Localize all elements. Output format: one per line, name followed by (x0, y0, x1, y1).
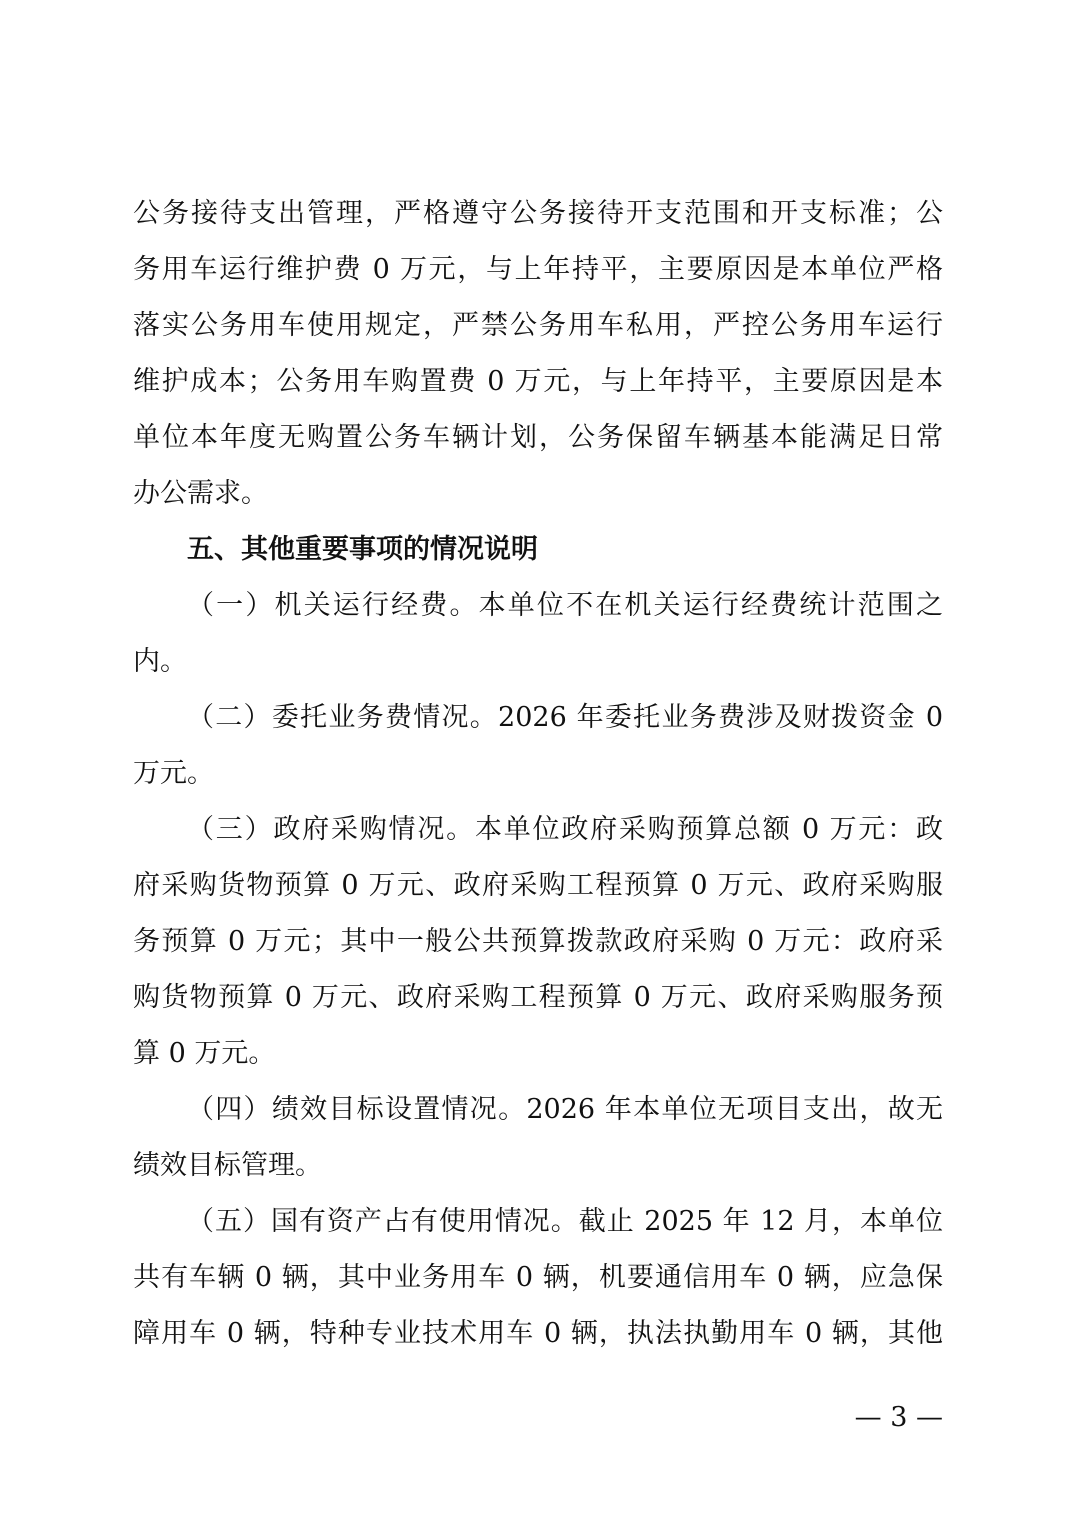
paragraph-5-line-3: 障用车 0 辆，特种专业技术用车 0 辆，执法执勤用车 0 辆，其他 (133, 1318, 943, 1349)
paragraph-3-line-4: 购货物预算 0 万元、政府采购工程预算 0 万元、政府采购服务预 (133, 982, 943, 1013)
text-line-4: 维护成本；公务用车购置费 0 万元，与上年持平，主要原因是本 (133, 366, 943, 397)
paragraph-3-line-3: 务预算 0 万元；其中一般公共预算拨款政府采购 0 万元：政府采 (133, 926, 943, 957)
paragraph-2-line-2: 万元。 (133, 758, 214, 789)
paragraph-3-line-5: 算 0 万元。 (133, 1038, 276, 1069)
text-line-6: 办公需求。 (133, 478, 268, 509)
paragraph-5-line-2: 共有车辆 0 辆，其中业务用车 0 辆，机要通信用车 0 辆，应急保 (133, 1262, 943, 1293)
text-line-5: 单位本年度无购置公务车辆计划，公务保留车辆基本能满足日常 (133, 422, 943, 453)
paragraph-3-line-2: 府采购货物预算 0 万元、政府采购工程预算 0 万元、政府采购服 (133, 870, 943, 901)
paragraph-5-line-1: （五）国有资产占有使用情况。截止 2025 年 12 月，本单位 (187, 1206, 943, 1237)
paragraph-4-line-1: （四）绩效目标设置情况。2026 年本单位无项目支出，故无 (187, 1094, 943, 1125)
section-heading: 五、其他重要事项的情况说明 (187, 534, 538, 565)
paragraph-3-line-1: （三）政府采购情况。本单位政府采购预算总额 0 万元：政 (187, 814, 943, 845)
paragraph-2-line-1: （二）委托业务费情况。2026 年委托业务费涉及财拨资金 0 (187, 702, 943, 733)
page-number: — 3 — (854, 1402, 943, 1433)
text-line-1: 公务接待支出管理，严格遵守公务接待开支范围和开支标准；公 (133, 198, 943, 229)
text-line-2: 务用车运行维护费 0 万元，与上年持平，主要原因是本单位严格 (133, 254, 943, 285)
text-line-3: 落实公务用车使用规定，严禁公务用车私用，严控公务用车运行 (133, 310, 943, 341)
paragraph-1-line-2: 内。 (133, 646, 187, 677)
paragraph-1-line-1: （一）机关运行经费。本单位不在机关运行经费统计范围之 (187, 590, 943, 621)
paragraph-4-line-2: 绩效目标管理。 (133, 1150, 322, 1181)
